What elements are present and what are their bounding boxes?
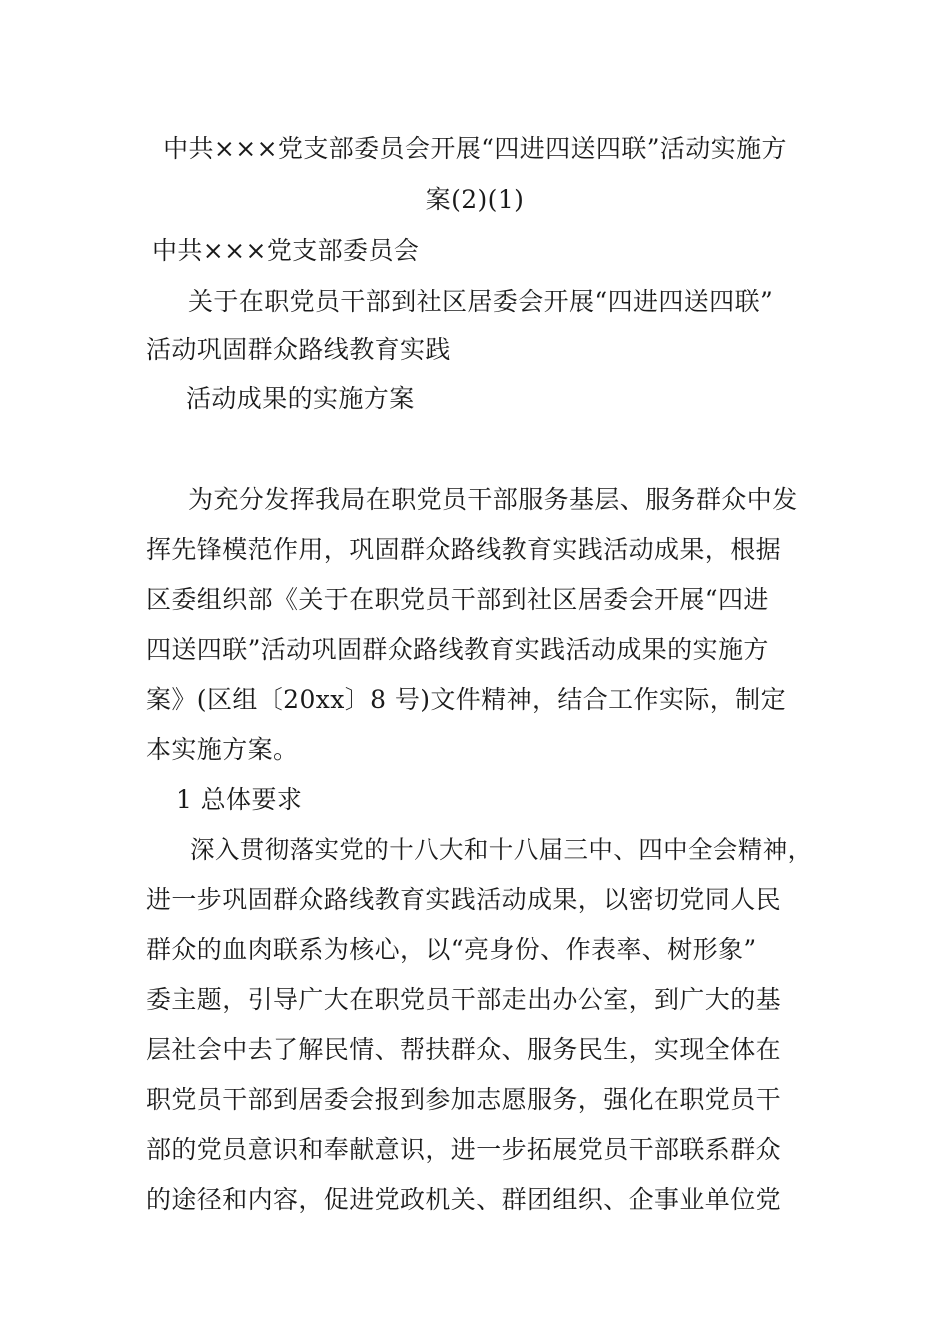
intro-line-3: 区委组织部《关于在职党员干部到社区居委会开展“四进 xyxy=(146,585,769,614)
section-1-line-2: 进一步巩固群众路线教育实践活动成果，以密切党同人民 xyxy=(146,885,782,914)
section-1-line-6: 职党员干部到居委会报到参加志愿服务，强化在职党员干 xyxy=(146,1085,782,1114)
document-title-line-2: 案(2)(1) xyxy=(425,185,525,214)
section-1-line-3: 群众的血肉联系为核心，以“亮身份、作表率、树形象” xyxy=(146,935,757,964)
document-title-line-1: 中共×××党支部委员会开展“四进四送四联”活动实施方 xyxy=(163,134,787,163)
subject-line-2: 活动巩固群众路线教育实践 xyxy=(146,335,451,364)
subject-line-1: 关于在职党员干部到社区居委会开展“四进四送四联” xyxy=(188,287,774,316)
intro-line-1: 为充分发挥我局在职党员干部服务基层、服务群众中发 xyxy=(188,485,798,514)
intro-line-6: 本实施方案。 xyxy=(146,735,299,764)
intro-line-5: 案》(区组〔20xx〕8 号)文件精神，结合工作实际，制定 xyxy=(146,685,786,714)
intro-line-4: 四送四联”活动巩固群众路线教育实践活动成果的实施方 xyxy=(146,635,769,664)
section-1-heading: 1 总体要求 xyxy=(176,785,303,814)
section-1-line-1: 深入贯彻落实党的十八大和十八届三中、四中全会精神， xyxy=(190,835,813,864)
section-1-line-7: 部的党员意识和奉献意识，进一步拓展党员干部联系群众 xyxy=(146,1135,782,1164)
section-1-line-4: 委主题，引导广大在职党员干部走出办公室，到广大的基 xyxy=(146,985,782,1014)
section-1-line-5: 层社会中去了解民情、帮扶群众、服务民生，实现全体在 xyxy=(146,1035,782,1064)
intro-line-2: 挥先锋模范作用，巩固群众路线教育实践活动成果，根据 xyxy=(146,535,782,564)
subject-line-3: 活动成果的实施方案 xyxy=(186,384,415,413)
section-1-line-8: 的途径和内容，促进党政机关、群团组织、企事业单位党 xyxy=(146,1185,782,1214)
org-name: 中共×××党支部委员会 xyxy=(152,236,420,265)
